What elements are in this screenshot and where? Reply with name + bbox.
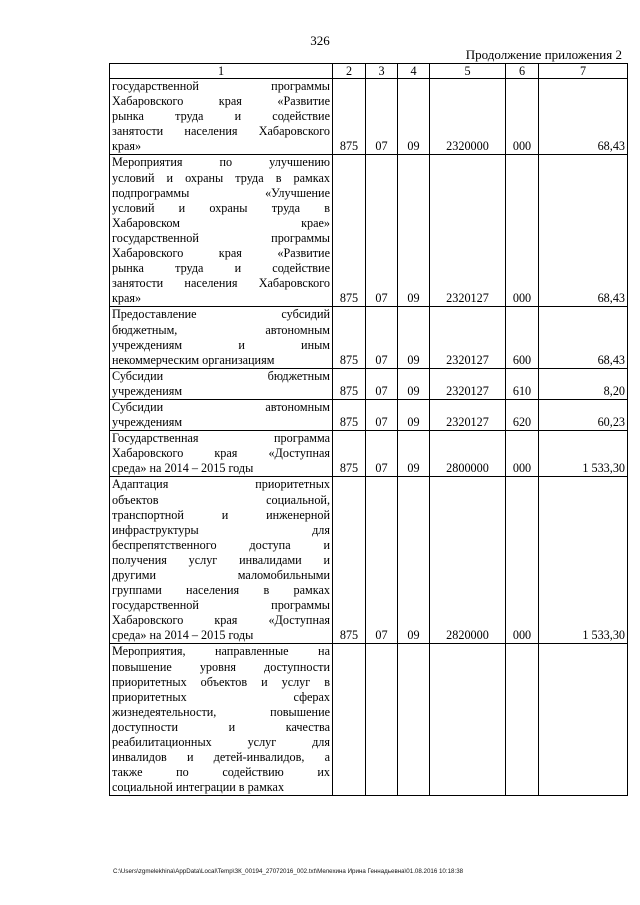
row-amount — [539, 644, 628, 796]
description-line: края» — [112, 139, 142, 154]
description-line: Хабаровского края «Доступная — [112, 613, 330, 628]
row-code-subsection — [398, 644, 430, 796]
row-code-section: 07 — [366, 368, 398, 399]
row-code-expense-type: 600 — [506, 307, 539, 368]
description-line: социальной интеграции в рамках — [112, 780, 285, 795]
row-code-ministry: 875 — [333, 399, 366, 430]
description-line: подпрограммы «Улучшение — [112, 185, 330, 200]
description-line: Субсидии бюджетным — [112, 368, 330, 383]
row-code-subsection: 09 — [398, 477, 430, 644]
description-line: края» — [112, 291, 142, 306]
row-code-target — [430, 644, 506, 796]
description-line: Хабаровского края «Развитие — [112, 246, 330, 261]
description-line: инвалидов и детей-инвалидов, а — [112, 750, 330, 765]
row-description — [110, 431, 333, 477]
row-code-section: 07 — [366, 79, 398, 155]
header-col-7: 7 — [539, 64, 628, 79]
description-line: группами населения в рамках — [112, 583, 330, 598]
row-description — [110, 399, 333, 430]
row-amount: 68,43 — [539, 155, 628, 307]
page-number: 326 — [310, 33, 330, 48]
description-line: приоритетных объектов и услуг в — [112, 674, 330, 689]
row-code-subsection: 09 — [398, 307, 430, 368]
description-line: условий и охраны труда в рамках — [112, 170, 330, 185]
row-code-subsection: 09 — [398, 431, 430, 477]
row-code-expense-type: 620 — [506, 399, 539, 430]
description-line: учреждениям — [112, 383, 183, 398]
description-line: получения услуг инвалидами и — [112, 552, 330, 567]
table-header-row — [110, 64, 628, 79]
row-code-expense-type: 000 — [506, 431, 539, 477]
header-col-5: 5 — [430, 64, 506, 79]
row-code-target: 2320127 — [430, 155, 506, 307]
description-line: условий и охраны труда в — [112, 200, 330, 215]
row-code-subsection: 09 — [398, 368, 430, 399]
description-line: Адаптация приоритетных — [112, 477, 330, 492]
row-code-expense-type: 610 — [506, 368, 539, 399]
row-amount: 1 533,30 — [539, 431, 628, 477]
row-code-expense-type — [506, 644, 539, 796]
table-row — [110, 368, 628, 399]
description-line: Хабаровского края «Доступная — [112, 446, 330, 461]
table-row — [110, 477, 628, 644]
row-code-subsection: 09 — [398, 399, 430, 430]
description-line: Мероприятия, направленные на — [112, 644, 330, 659]
description-line: транспортной и инженерной — [112, 507, 330, 522]
row-description — [110, 368, 333, 399]
description-line: среда» на 2014 – 2015 годы — [112, 628, 254, 643]
header-col-6: 6 — [506, 64, 539, 79]
row-code-subsection: 09 — [398, 155, 430, 307]
row-code-section: 07 — [366, 155, 398, 307]
description-line: объектов социальной, — [112, 492, 330, 507]
row-description — [110, 644, 333, 796]
row-code-ministry: 875 — [333, 431, 366, 477]
header-col-1: 1 — [110, 64, 333, 79]
description-line: жизнедеятельности, повышение — [112, 704, 330, 719]
description-line: повышение уровня доступности — [112, 659, 330, 674]
description-line: учреждениям и иным — [112, 337, 330, 352]
description-line: Мероприятия по улучшению — [112, 155, 330, 170]
description-line: государственной программы — [112, 598, 330, 613]
description-line: государственной программы — [112, 79, 330, 93]
description-line: приоритетных сферах — [112, 689, 330, 704]
row-code-ministry: 875 — [333, 155, 366, 307]
row-code-target: 2320127 — [430, 307, 506, 368]
description-line: также по содействию их — [112, 765, 330, 780]
header-col-2: 2 — [333, 64, 366, 79]
row-code-ministry: 875 — [333, 368, 366, 399]
description-line: рынка труда и содействие — [112, 109, 330, 124]
description-line: беспрепятственного доступа и — [112, 537, 330, 552]
row-amount: 68,43 — [539, 307, 628, 368]
row-amount: 68,43 — [539, 79, 628, 155]
description-line: другими маломобильными — [112, 568, 330, 582]
table-row — [110, 307, 628, 368]
description-line: занятости населения Хабаровского — [112, 276, 330, 291]
row-code-target: 2320127 — [430, 368, 506, 399]
file-path-footer: C:\Users\zgmelekhina\AppData\Local\Temp\ЗК_00194_27072016_002.txt\Мелехина Ирина Геннадьевна\01.08.2016 10:18:38 — [113, 868, 464, 875]
table-row — [110, 79, 628, 155]
row-code-ministry: 875 — [333, 307, 366, 368]
row-amount: 60,23 — [539, 399, 628, 430]
row-code-section: 07 — [366, 399, 398, 430]
row-code-section: 07 — [366, 307, 398, 368]
description-line: занятости населения Хабаровского — [112, 124, 330, 139]
description-line: доступности и качества — [112, 719, 330, 734]
row-code-expense-type: 000 — [506, 79, 539, 155]
row-code-ministry: 875 — [333, 79, 366, 155]
row-amount: 8,20 — [539, 368, 628, 399]
description-line: инфраструктуры для — [112, 522, 330, 537]
description-line: Хабаровского края «Развитие — [112, 94, 330, 109]
row-code-target: 2820000 — [430, 477, 506, 644]
row-code-section: 07 — [366, 477, 398, 644]
description-line: рынка труда и содействие — [112, 261, 330, 276]
row-code-target: 2800000 — [430, 431, 506, 477]
row-code-ministry: 875 — [333, 477, 366, 644]
row-code-subsection: 09 — [398, 79, 430, 155]
row-description — [110, 155, 333, 307]
budget-table — [109, 63, 628, 796]
row-code-section — [366, 644, 398, 796]
row-description — [110, 477, 333, 644]
description-line: Предоставление субсидий — [112, 307, 330, 322]
row-code-target: 2320127 — [430, 399, 506, 430]
description-line: Субсидии автономным — [112, 399, 330, 414]
description-line: бюджетным, автономным — [112, 322, 330, 337]
table-row — [110, 644, 628, 796]
continuation-note: Продолжение приложения 2 — [465, 47, 622, 62]
description-line: Хабаровском крае» — [112, 215, 330, 230]
description-line: некоммерческим организациям — [112, 352, 275, 367]
row-description — [110, 307, 333, 368]
description-line: учреждениям — [112, 415, 183, 430]
description-line: среда» на 2014 – 2015 годы — [112, 461, 254, 476]
table-row — [110, 155, 628, 307]
row-description — [110, 79, 333, 155]
row-code-target: 2320000 — [430, 79, 506, 155]
description-line: государственной программы — [112, 230, 330, 245]
row-code-expense-type: 000 — [506, 155, 539, 307]
header-col-4: 4 — [398, 64, 430, 79]
row-amount: 1 533,30 — [539, 477, 628, 644]
table-row — [110, 399, 628, 430]
header-col-3: 3 — [366, 64, 398, 79]
row-code-ministry — [333, 644, 366, 796]
row-code-section: 07 — [366, 431, 398, 477]
row-code-expense-type: 000 — [506, 477, 539, 644]
description-line: реабилитационных услуг для — [112, 735, 330, 750]
description-line: Государственная программа — [112, 431, 330, 446]
table-row — [110, 431, 628, 477]
